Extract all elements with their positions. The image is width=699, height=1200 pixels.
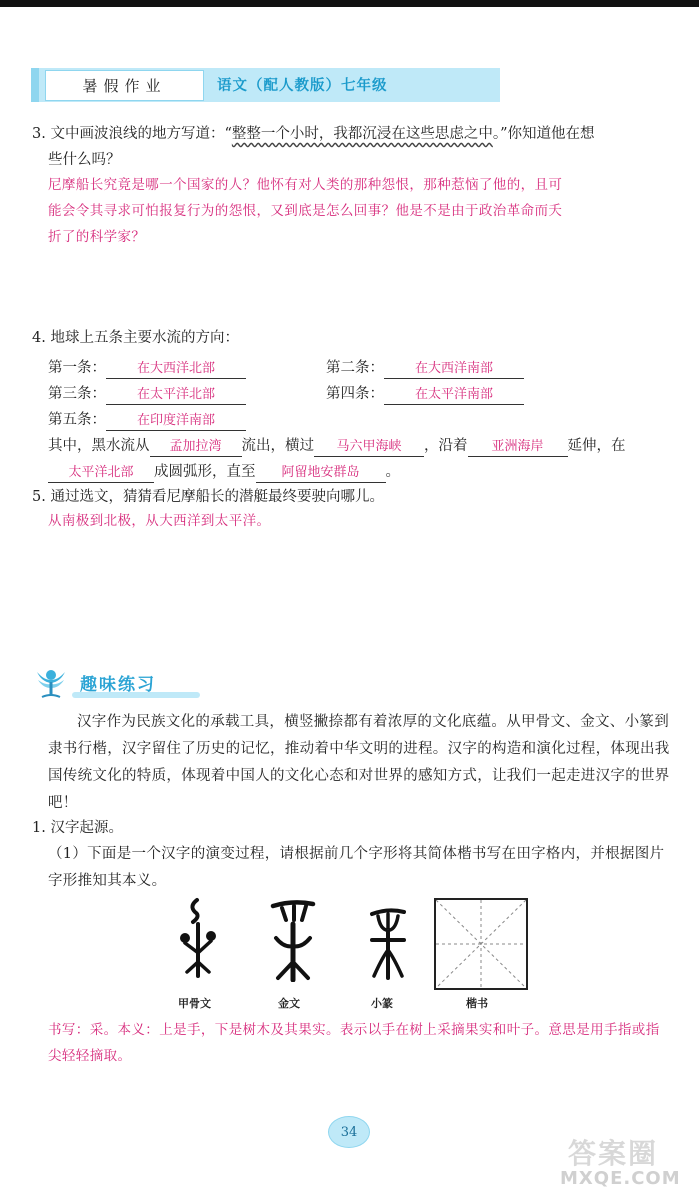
caption-small-seal: 小篆 [371,997,393,1010]
q4-answer-5: 阿留地安群岛 [256,463,386,483]
q3-wavy-text: 整整一个小时，我都沉浸在这些思虑之中 [231,126,493,142]
q3-prefix: 3. 文中画波浪线的地方写道：“ [32,126,232,142]
page-number: 34 [328,1116,370,1148]
caption-bronze: 金文 [278,997,300,1010]
oracle-bone-glyph [175,896,221,980]
watermark-logo: 答案圈 [568,1137,659,1170]
stream-row-1 [48,356,246,379]
stream-2-label: 第二条： [326,360,384,376]
stream-1-answer: 在大西洋北部 [106,359,246,379]
q5-question: 5. 通过选文，猜猜看尼摩船长的潜艇最终要驶向哪儿。 [32,489,384,505]
ex1-title: 1. 汉字起源。 [32,820,123,836]
stream-row-3 [48,382,246,405]
q4-text-2: 流出，横过 [241,438,314,454]
watermark-url: MXQE.COM [560,1168,681,1189]
q4-answer-4: 太平洋北部 [48,463,154,483]
stream-5-label: 第五条： [48,412,106,428]
q3-answer-line-3: 折了的科学家？ [48,229,146,245]
grid-guidelines [436,900,526,988]
q4-sentence-line1 [48,434,626,457]
q4-title: 4. 地球上五条主要水流的方向： [32,330,239,346]
q3-answer-line-2: 能会令其寻求可怕报复行为的怨恨，又到底是怎么回事？他是不是由于政治革命而夭 [48,203,563,219]
header-left-label: 暑假作业 [45,70,204,101]
q3-line1 [32,121,672,147]
stream-row-5 [48,408,246,431]
q3-suffix: 。”你知道他在想 [492,126,595,142]
small-seal-glyph [368,906,408,980]
stream-3-answer: 在太平洋北部 [106,385,246,405]
stream-row-2 [326,356,524,379]
tianzige-grid[interactable] [434,898,528,990]
stream-1-label: 第一条： [48,360,106,376]
q4-text-5: 成圆弧形，直至 [154,464,256,480]
stream-5-answer: 在印度洋南部 [106,411,246,431]
q3-answer-line-1: 尼摩船长究竟是哪一个国家的人？他怀有对人类的那种怨恨，那种惹恼了他的，且可 [48,177,563,193]
q5-answer: 从南极到北极，从大西洋到太平洋。 [48,513,271,529]
ex1-subquestion: （1）下面是一个汉字的演变过程，请根据前几个字形将其简体楷书写在田字格内，并根据图片字形推知其本义。 [48,846,665,889]
q4-text-4: 延伸，在 [567,438,626,454]
caption-regular-script: 楷书 [466,997,488,1010]
stream-2-answer: 在大西洋南部 [384,359,524,379]
header-stripe [31,68,39,102]
q4-text-3: ，沿着 [424,438,468,454]
q4-sentence-line2 [48,460,400,483]
q4-text-6: 。 [385,464,400,480]
q4-text-1: 其中，黑水流从 [48,438,150,454]
q4-answer-2: 马六甲海峡 [314,437,424,457]
stream-3-label: 第三条： [48,386,106,402]
caption-oracle-bone: 甲骨文 [178,997,211,1010]
q4-answer-3: 亚洲海岸 [468,437,568,457]
section-title: 趣味练习 [80,675,156,695]
top-edge-bar [0,0,699,7]
stream-4-label: 第四条： [326,386,384,402]
stream-row-4 [326,382,524,405]
intro-paragraph: 汉字作为民族文化的承载工具，横竖撇捺都有着浓厚的文化底蕴。从甲骨文、金文、小篆到隶书行楷，汉字留住了历史的记忆，推动着中华文明的进程。汉字的构造和演化过程，体现出我国传统文化的特质，体现着中国人的文化心态和对世界的感知方式，让我们一起走进汉字的世界吧！ [48,714,670,811]
q4-answer-1: 孟加拉湾 [150,437,242,457]
q3-line2: 些什么吗？ [48,152,121,168]
header-right-label: 语文（配人教版）七年级 [217,78,388,94]
stream-4-answer: 在太平洋南部 [384,385,524,405]
bronze-glyph [268,898,318,982]
ex1-answer: 书写：采。本义：上是手，下是树木及其果实。表示以手在树上采摘果实和叶子。意思是用手指或指尖轻轻摘取。 [48,1022,660,1064]
tree-icon [34,666,68,700]
